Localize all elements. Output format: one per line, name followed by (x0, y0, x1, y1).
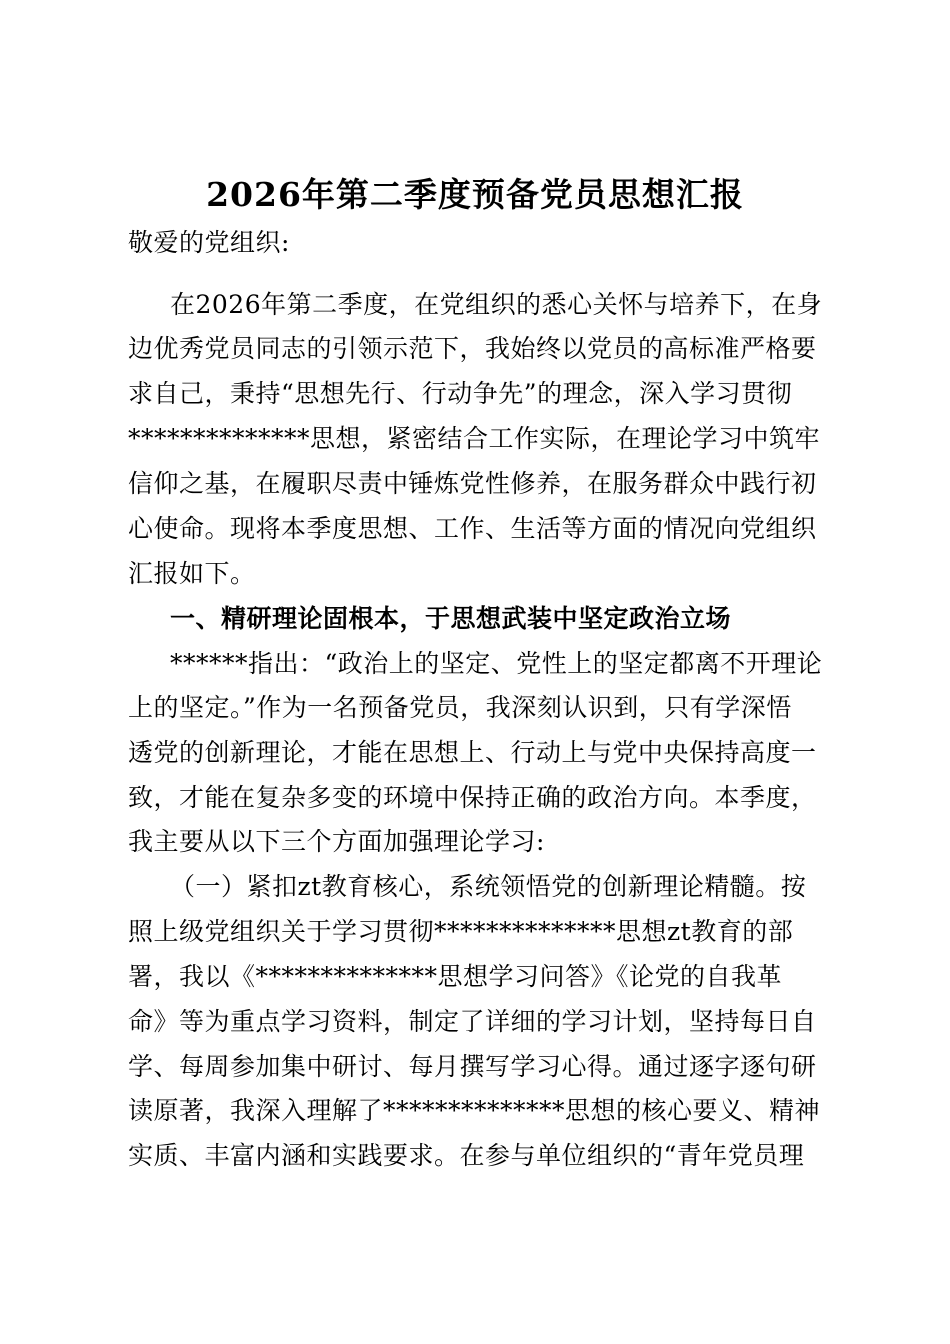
paragraph-line: 署，我以《**************思想学习问答》《论党的自我革 (128, 962, 783, 991)
paragraph-line: 边优秀党员同志的引领示范下，我始终以党员的高标准严格要 (128, 334, 817, 363)
paragraph-line: 照上级党组织关于学习贯彻**************思想zt教育的部 (128, 917, 794, 946)
salutation: 敬爱的党组织: (128, 228, 290, 257)
paragraph-line: ******指出：“政治上的坚定、党性上的坚定都离不开理论 (170, 649, 823, 678)
paragraph-line: 心使命。现将本季度思想、工作、生活等方面的情况向党组织 (128, 514, 817, 543)
paragraph-line: 求自己，秉持“思想先行、行动争先”的理念，深入学习贯彻 (128, 379, 793, 408)
paragraph-line: 我主要从以下三个方面加强理论学习: (128, 827, 545, 856)
paragraph-line: 实质、丰富内涵和实践要求。在参与单位组织的“青年党员理 (128, 1141, 805, 1170)
paragraph-line: **************思想，紧密结合工作实际，在理论学习中筑牢 (128, 424, 821, 453)
paragraph-line: 致，才能在复杂多变的环境中保持正确的政治方向。本季度， (128, 783, 817, 812)
paragraph-line: 学、每周参加集中研讨、每月撰写学习心得。通过逐字逐句研 (128, 1052, 817, 1081)
paragraph-line: 汇报如下。 (128, 559, 256, 588)
paragraph-line: 透党的创新理论，才能在思想上、行动上与党中央保持高度一 (128, 738, 817, 767)
paragraph-line: 上的坚定。”作为一名预备党员，我深刻认识到，只有学深悟 (128, 693, 792, 722)
document-title: 2026年第二季度预备党员思想汇报 (206, 175, 744, 214)
section-heading: 一、精研理论固根本，于思想武装中坚定政治立场 (170, 604, 732, 633)
paragraph-line: 命》等为重点学习资料，制定了详细的学习计划，坚持每日自 (128, 1007, 817, 1036)
paragraph-line: 在2026年第二季度，在党组织的悉心关怀与培养下，在身 (170, 290, 823, 319)
paragraph-line: 读原著，我深入理解了**************思想的核心要义、精神 (128, 1096, 821, 1125)
paragraph-line: 信仰之基，在履职尽责中锤炼党性修养，在服务群众中践行初 (128, 469, 817, 498)
subsection-line: （一）紧扣zt教育核心，系统领悟党的创新理论精髓。按 (170, 872, 807, 901)
